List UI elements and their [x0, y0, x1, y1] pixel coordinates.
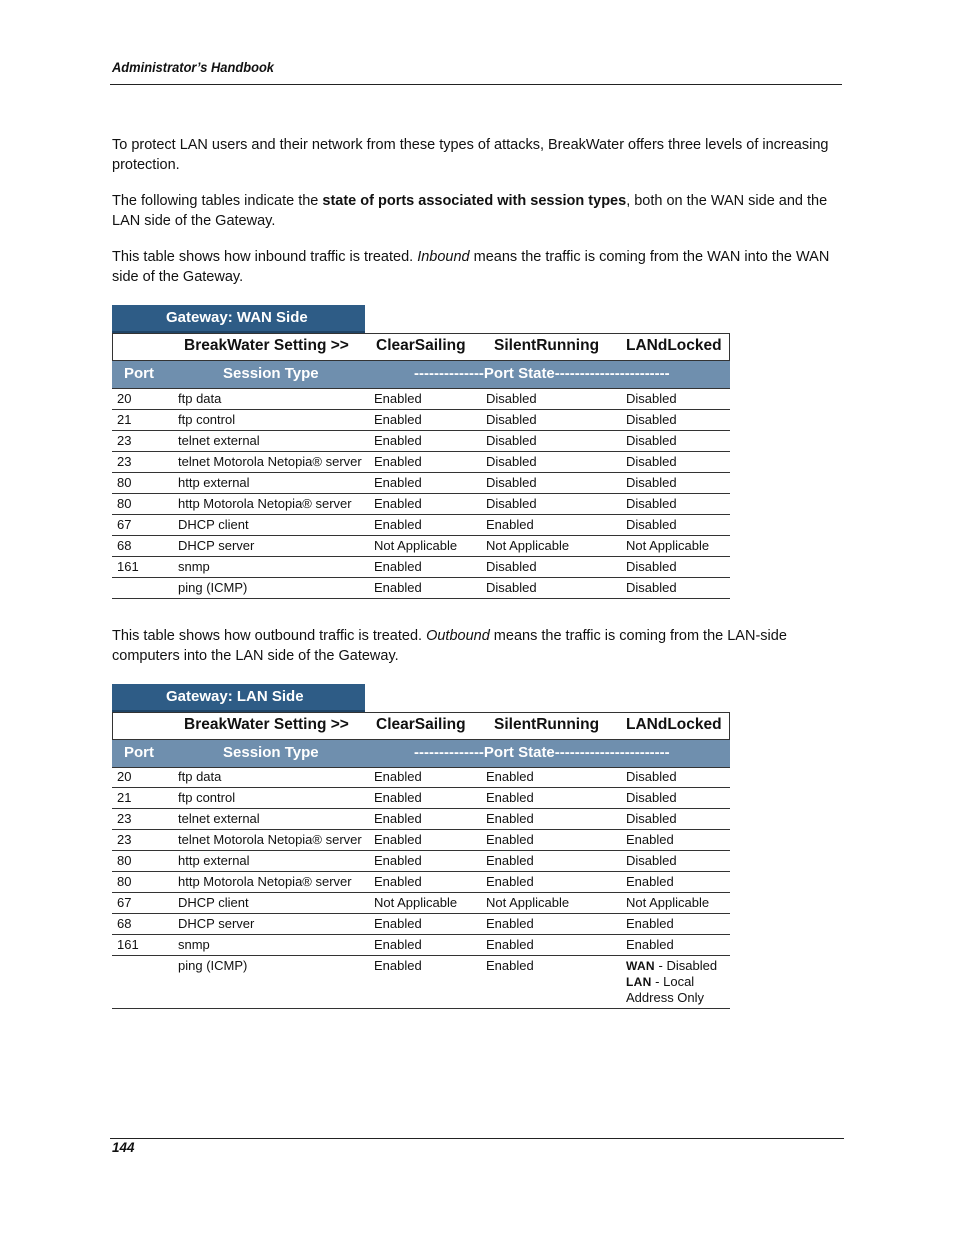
session-cell: telnet external: [178, 431, 374, 452]
session-cell: snmp: [178, 935, 374, 956]
landlocked-cell: Disabled: [626, 515, 730, 536]
clearsailing-cell: Enabled: [374, 494, 486, 515]
silentrunning-cell: Enabled: [486, 767, 626, 788]
running-header: Administrator’s Handbook: [112, 59, 274, 75]
port-cell: 67: [112, 515, 178, 536]
lan-value: - Local Address Only: [626, 974, 705, 1005]
silentrunning-cell: Not Applicable: [486, 536, 626, 557]
silentrunning-header: SilentRunning: [494, 716, 600, 733]
wan-column-header: [112, 361, 730, 389]
clearsailing-header: ClearSailing: [376, 716, 466, 733]
session-cell: http Motorola Netopia® server: [178, 494, 374, 515]
session-cell: snmp: [178, 557, 374, 578]
landlocked-cell: Disabled: [626, 389, 730, 410]
table-row: [112, 956, 730, 1009]
wan-key: WAN: [626, 959, 655, 973]
port-cell: 67: [112, 893, 178, 914]
landlocked-cell: Disabled: [626, 767, 730, 788]
port-cell: 21: [112, 410, 178, 431]
session-cell: ping (ICMP): [178, 578, 374, 599]
clearsailing-cell: Enabled: [374, 830, 486, 851]
silentrunning-cell: Enabled: [486, 809, 626, 830]
landlocked-cell: Disabled: [626, 452, 730, 473]
wan-value: - Disabled: [654, 958, 718, 973]
table-row: [112, 473, 730, 494]
port-column-label: Port: [124, 744, 154, 761]
landlocked-cell: Enabled: [626, 914, 730, 935]
silentrunning-cell: Enabled: [486, 830, 626, 851]
clearsailing-cell: Enabled: [374, 473, 486, 494]
landlocked-cell: Disabled: [626, 410, 730, 431]
table-row: [112, 830, 730, 851]
table-row: [112, 851, 730, 872]
silentrunning-cell: Enabled: [486, 851, 626, 872]
session-cell: ping (ICMP): [178, 956, 374, 1009]
landlocked-header: LANdLocked: [626, 716, 722, 733]
port-cell: 68: [112, 914, 178, 935]
landlocked-header: LANdLocked: [626, 337, 722, 354]
session-cell: DHCP client: [178, 515, 374, 536]
port-cell: [112, 956, 178, 1009]
clearsailing-header: ClearSailing: [376, 337, 466, 354]
silentrunning-cell: Enabled: [486, 935, 626, 956]
port-cell: 23: [112, 830, 178, 851]
silentrunning-cell: Enabled: [486, 956, 626, 1009]
silentrunning-cell: Disabled: [486, 389, 626, 410]
table-row: [112, 872, 730, 893]
port-cell: 23: [112, 431, 178, 452]
session-cell: http external: [178, 851, 374, 872]
silentrunning-cell: Disabled: [486, 452, 626, 473]
clearsailing-cell: Enabled: [374, 452, 486, 473]
lan-key: LAN: [626, 975, 652, 989]
silentrunning-cell: Disabled: [486, 494, 626, 515]
port-column-label: Port: [124, 365, 154, 382]
session-cell: http external: [178, 473, 374, 494]
table-row: [112, 389, 730, 410]
silentrunning-cell: Disabled: [486, 578, 626, 599]
lan-column-header: [112, 740, 730, 768]
landlocked-cell: Not Applicable: [626, 893, 730, 914]
port-cell: 80: [112, 473, 178, 494]
table-row: [112, 536, 730, 557]
session-cell: DHCP client: [178, 893, 374, 914]
session-cell: http Motorola Netopia® server: [178, 872, 374, 893]
port-cell: 80: [112, 872, 178, 893]
wan-settings-row: [112, 333, 730, 361]
session-cell: ftp data: [178, 389, 374, 410]
port-cell: 21: [112, 788, 178, 809]
port-cell: 80: [112, 494, 178, 515]
lan-port-table: [112, 767, 730, 1009]
wan-table-title: Gateway: WAN Side: [112, 305, 365, 333]
silentrunning-cell: Enabled: [486, 914, 626, 935]
inbound-paragraph: This table shows how inbound traffic is treated. Inbound means the traffic is coming from the WAN into the WAN side of the Gateway.: [112, 249, 830, 285]
lan-settings-row: [112, 712, 730, 740]
table-row: [112, 935, 730, 956]
session-cell: telnet Motorola Netopia® server: [178, 452, 374, 473]
table-row: [112, 557, 730, 578]
table-row: [112, 767, 730, 788]
clearsailing-cell: Enabled: [374, 788, 486, 809]
landlocked-cell: Disabled: [626, 431, 730, 452]
silentrunning-cell: Disabled: [486, 473, 626, 494]
footer-rule: [110, 1138, 844, 1139]
port-cell: 161: [112, 935, 178, 956]
clearsailing-cell: Enabled: [374, 578, 486, 599]
outbound-paragraph: This table shows how outbound traffic is treated. Outbound means the traffic is coming from the LAN-side computers into the LAN side of the Gateway.: [112, 628, 787, 664]
table-row: [112, 515, 730, 536]
silentrunning-cell: Enabled: [486, 788, 626, 809]
session-type-column-label: Session Type: [223, 365, 319, 382]
breakwater-setting-label: BreakWater Setting >>: [184, 337, 349, 354]
port-cell: 68: [112, 536, 178, 557]
silentrunning-cell: Disabled: [486, 557, 626, 578]
landlocked-cell: Disabled: [626, 578, 730, 599]
page-number: 144: [112, 1140, 135, 1155]
table-row: [112, 914, 730, 935]
table-row: [112, 431, 730, 452]
session-cell: ftp control: [178, 788, 374, 809]
landlocked-cell: Enabled: [626, 830, 730, 851]
landlocked-cell: Enabled: [626, 935, 730, 956]
clearsailing-cell: Enabled: [374, 767, 486, 788]
clearsailing-cell: Enabled: [374, 515, 486, 536]
silentrunning-cell: Enabled: [486, 872, 626, 893]
silentrunning-cell: Not Applicable: [486, 893, 626, 914]
clearsailing-cell: Enabled: [374, 935, 486, 956]
port-cell: 161: [112, 557, 178, 578]
silentrunning-header: SilentRunning: [494, 337, 600, 354]
port-state-column-label: --------------Port State-----------------------: [414, 744, 670, 761]
wan-port-table: [112, 389, 730, 599]
table-row: [112, 578, 730, 599]
session-cell: DHCP server: [178, 914, 374, 935]
port-cell: 23: [112, 809, 178, 830]
landlocked-cell: [626, 956, 730, 1009]
session-cell: ftp data: [178, 767, 374, 788]
header-rule: [110, 84, 842, 85]
clearsailing-cell: Enabled: [374, 851, 486, 872]
silentrunning-cell: Enabled: [486, 515, 626, 536]
lan-table-title: Gateway: LAN Side: [112, 684, 365, 712]
landlocked-cell: Disabled: [626, 851, 730, 872]
intro-paragraph: To protect LAN users and their network from these types of attacks, BreakWater offers three levels of increasing protection.: [112, 137, 829, 173]
table-row: [112, 893, 730, 914]
port-cell: 20: [112, 389, 178, 410]
landlocked-cell: Disabled: [626, 473, 730, 494]
landlocked-cell: Enabled: [626, 872, 730, 893]
clearsailing-cell: Enabled: [374, 410, 486, 431]
clearsailing-cell: Enabled: [374, 809, 486, 830]
session-cell: telnet Motorola Netopia® server: [178, 830, 374, 851]
clearsailing-cell: Not Applicable: [374, 536, 486, 557]
landlocked-cell: Disabled: [626, 557, 730, 578]
clearsailing-cell: Enabled: [374, 557, 486, 578]
session-cell: telnet external: [178, 809, 374, 830]
port-cell: 20: [112, 767, 178, 788]
tables-paragraph: The following tables indicate the state of ports associated with session types, both on the WAN side and the LAN side of the Gateway.: [112, 193, 828, 229]
table-row: [112, 788, 730, 809]
port-state-column-label: --------------Port State-----------------------: [414, 365, 670, 382]
table-row: [112, 410, 730, 431]
clearsailing-cell: Enabled: [374, 389, 486, 410]
clearsailing-cell: Enabled: [374, 956, 486, 1009]
landlocked-cell: Not Applicable: [626, 536, 730, 557]
table-row: [112, 494, 730, 515]
clearsailing-cell: Not Applicable: [374, 893, 486, 914]
clearsailing-cell: Enabled: [374, 872, 486, 893]
port-cell: 80: [112, 851, 178, 872]
clearsailing-cell: Enabled: [374, 431, 486, 452]
landlocked-cell: Disabled: [626, 494, 730, 515]
table-row: [112, 809, 730, 830]
port-cell: [112, 578, 178, 599]
clearsailing-cell: Enabled: [374, 914, 486, 935]
breakwater-setting-label: BreakWater Setting >>: [184, 716, 349, 733]
silentrunning-cell: Disabled: [486, 410, 626, 431]
session-type-column-label: Session Type: [223, 744, 319, 761]
table-row: [112, 452, 730, 473]
landlocked-cell: Disabled: [626, 809, 730, 830]
silentrunning-cell: Disabled: [486, 431, 626, 452]
port-cell: 23: [112, 452, 178, 473]
landlocked-cell: Disabled: [626, 788, 730, 809]
session-cell: DHCP server: [178, 536, 374, 557]
session-cell: ftp control: [178, 410, 374, 431]
